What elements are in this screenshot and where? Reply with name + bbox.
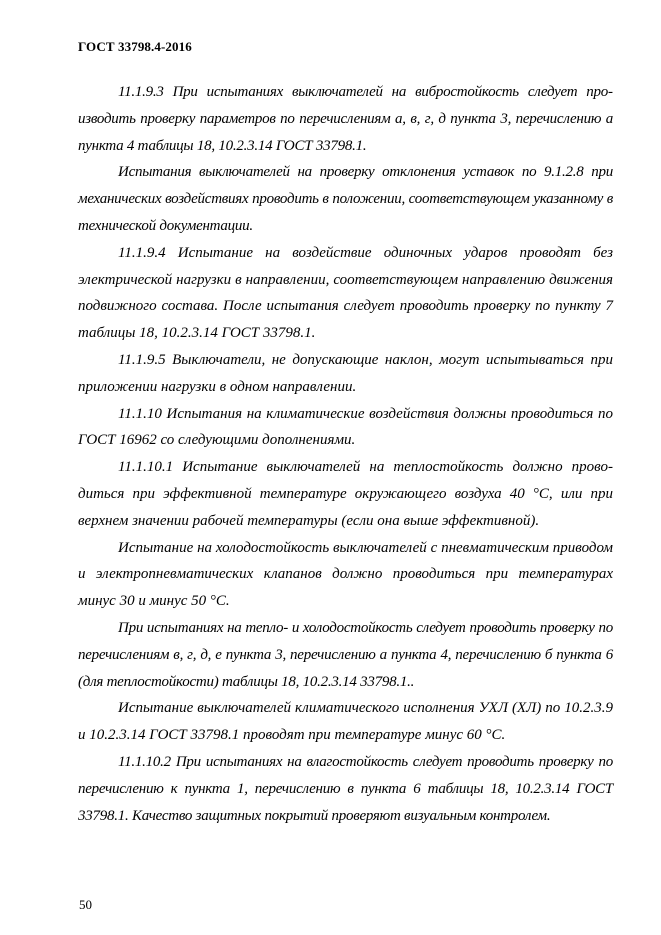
paragraph-cold-resistance: Испытание на холодостойкость выключателей с пневматическим приводом и электропневматических клапанов должно проводиться при температурах минус 30 и минус 50 °С. xyxy=(78,539,613,610)
paragraph-11-1-9-4: 11.1.9.4 Испытание на воздействие одиночных ударов проводят без электрической нагрузки в направлении, соответствующем направлению движения подвижного состава. После испытания следует проводить проверку по пункту 7 таблицы 18, 10.2.3.14 ГОСТ 33798.1. xyxy=(78,244,613,342)
paragraph-heat-cold-check: При испытаниях на тепло- и холодостойкость следует проводить проверку по перечислениям в, г, д, е пункта 3, перечислению а пункта 4, перечислению б пункта 6 (для теплостойкости) таблицы 18, 10.2.3.14 33798.1.. xyxy=(78,619,613,690)
paragraph-11-1-9-5: 11.1.9.5 Выключатели, не допускающие наклон, могут испытываться при приложении нагрузки в одном направлении. xyxy=(78,351,613,395)
paragraph-11-1-9-3: 11.1.9.3 При испытаниях выключателей на вибростойкость следует производить проверку параметров по перечислениям а, в, г, д пункта 3, перечислению а пункта 4 таблицы 18, 10.2.3.14 ГОСТ 33798.1. xyxy=(78,84,613,154)
page-number: 50 xyxy=(79,897,92,912)
paragraph-11-1-10-1: 11.1.10.1 Испытание выключателей на теплостойкость должно проводиться при эффективной температуре окружающего воздуха 40 °С, или при верхнем значении рабочей температуры (если она выше эффективной). xyxy=(78,459,613,529)
paragraph-11-1-10: 11.1.10 Испытания на климатические воздействия должны проводиться по ГОСТ 16962 со следующими дополнениями. xyxy=(78,405,613,449)
document-body xyxy=(78,79,613,829)
paragraph-uhl-climatic: Испытание выключателей климатического исполнения УХЛ (ХЛ) по 10.2.3.9 и 10.2.3.14 ГОСТ 33798.1 проводят при температуре минус 60 °С. xyxy=(78,700,613,744)
paragraph-settings-deviation: Испытания выключателей на проверку отклонения уставок по 9.1.2.8 при механических воздействиях проводить в положении, соответствующем указанному в технической документации. xyxy=(78,164,613,234)
paragraph-11-1-10-2: 11.1.10.2 При испытаниях на влагостойкость следует проводить проверку по перечислению к пункта 1, перечислению в пункта 6 таблицы 18, 10.2.3.14 ГОСТ 33798.1. Качество защитных покрытий проверяют визуальным контролем. xyxy=(78,753,613,824)
document-header: ГОСТ 33798.4-2016 xyxy=(78,39,192,54)
